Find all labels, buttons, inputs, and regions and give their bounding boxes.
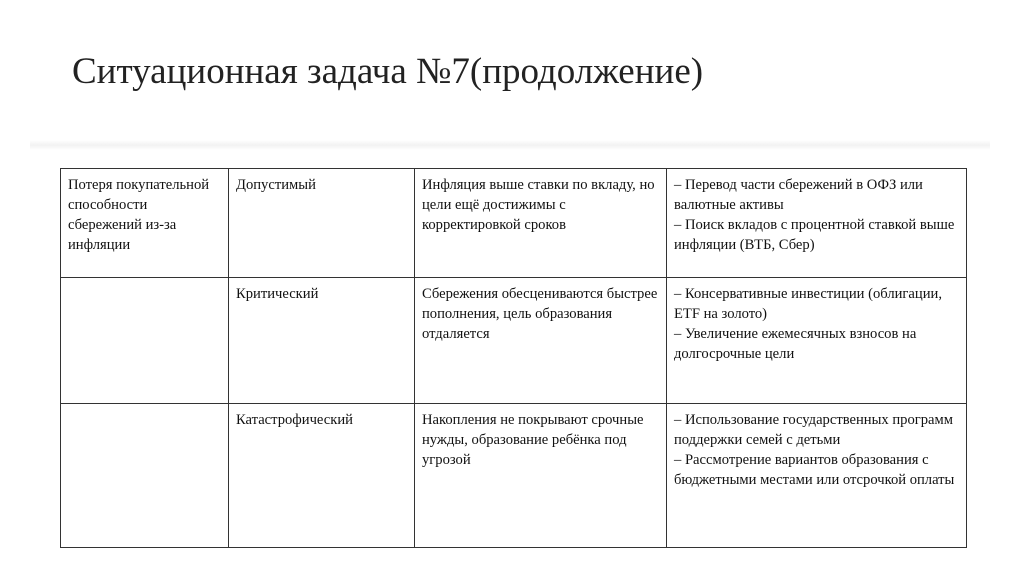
risk-cell xyxy=(61,404,229,548)
measure-item: – Увеличение ежемесячных взносов на долгосрочные цели xyxy=(674,326,917,362)
slide-title: Ситуационная задача №7(продолжение) xyxy=(72,51,704,92)
measure-item: – Консервативные инвестиции (облигации, ETF на золото) xyxy=(674,286,942,322)
measures-cell xyxy=(667,169,967,278)
measures-cell xyxy=(667,404,967,548)
risk-cell: Потеря покупательной способности сбережений из-за инфляции xyxy=(61,169,229,278)
measure-item: – Рассмотрение вариантов образования с бюджетными местами или отсрочкой оплаты xyxy=(674,452,955,488)
measure-item: – Использование государственных программ поддержки семей с детьми xyxy=(674,412,953,448)
level-cell: Допустимый xyxy=(229,169,415,278)
table-row xyxy=(61,278,967,404)
measure-item: – Перевод части сбережений в ОФЗ или валютные активы xyxy=(674,177,923,213)
consequence-cell: Инфляция выше ставки по вкладу, но цели ещё достижимы с корректировкой сроков xyxy=(415,169,667,278)
consequence-cell: Сбережения обесцениваются быстрее пополнения, цель образования отдаляется xyxy=(415,278,667,404)
title-divider xyxy=(30,140,990,150)
measures-cell xyxy=(667,278,967,404)
risk-table xyxy=(60,168,967,548)
table-row xyxy=(61,169,967,278)
table-row xyxy=(61,404,967,548)
measure-item: – Поиск вкладов с процентной ставкой выше инфляции (ВТБ, Сбер) xyxy=(674,217,955,253)
consequence-cell: Накопления не покрывают срочные нужды, образование ребёнка под угрозой xyxy=(415,404,667,548)
level-cell: Катастрофический xyxy=(229,404,415,548)
risk-cell xyxy=(61,278,229,404)
level-cell: Критический xyxy=(229,278,415,404)
